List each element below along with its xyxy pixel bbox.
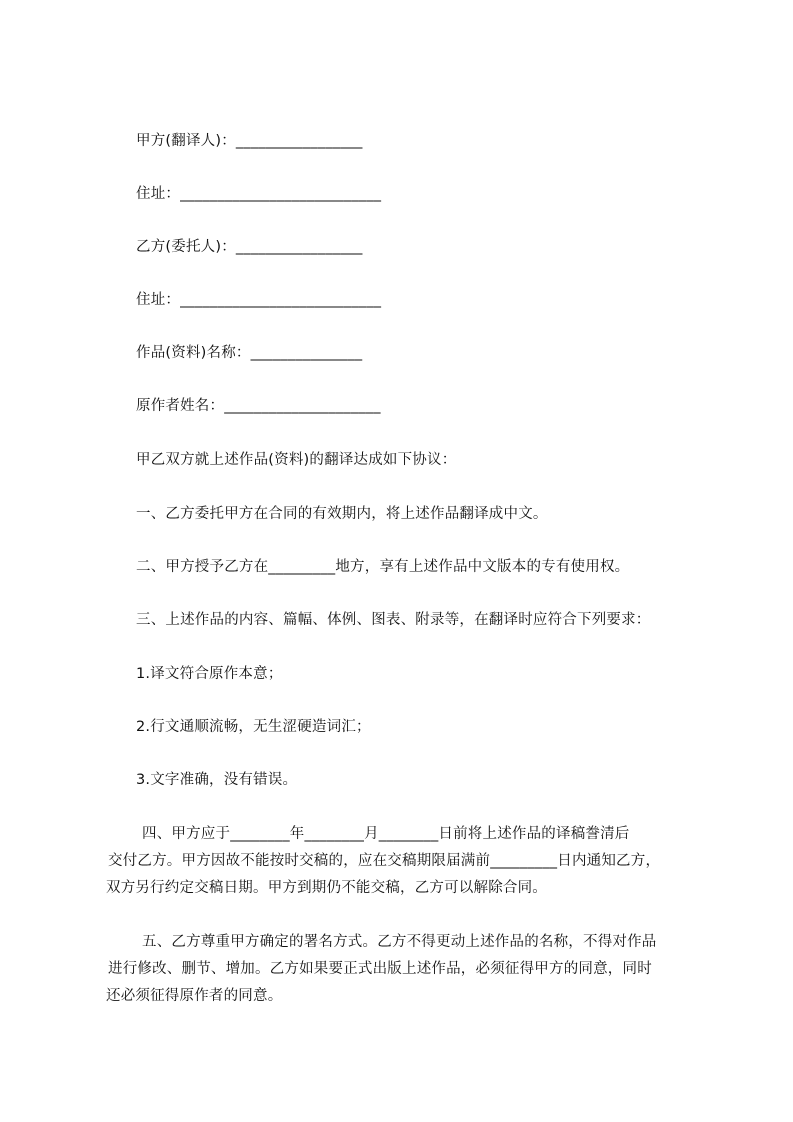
original-author-line: 原作者姓名：_____________________ [136,398,381,414]
clause-5-line-2: 进行修改、删节、增加。乙方如果要正式出版上述作品，必须征得甲方的同意，同时 [108,961,652,977]
requirement-2: 2.行文通顺流畅，无生涩硬造词汇； [136,719,371,735]
clause-3: 三、上述作品的内容、篇幅、体例、图表、附录等，在翻译时应符合下列要求： [136,612,651,628]
requirement-3: 3.文字准确，没有错误。 [136,772,298,788]
clause-5-line-3: 还必须征得原作者的同意。 [106,988,283,1004]
party-a-line: 甲方(翻译人)：_________________ [136,133,363,149]
party-a-address-line: 住址：___________________________ [136,186,382,202]
clause-2: 二、甲方授予乙方在_________地方，享有上述作品中文版本的专有使用权。 [136,559,630,575]
clause-4-line-3: 双方另行约定交稿日期。甲方到期仍不能交稿，乙方可以解除合同。 [106,880,547,896]
agreement-intro: 甲乙双方就上述作品(资料)的翻译达成如下协议： [136,452,457,468]
clause-4-line-1: 四、甲方应于________年________月________日前将上述作品的译稿誊清后 [142,826,630,842]
clause-4-line-2: 交付乙方。甲方因故不能按时交稿的，应在交稿期限届满前_________日内通知乙方， [108,853,661,869]
requirement-1: 1.译文符合原作本意； [136,666,283,682]
work-name-line: 作品(资料)名称：_______________ [136,345,363,361]
party-b-line: 乙方(委托人)：_________________ [136,239,363,255]
clause-1: 一、乙方委托甲方在合同的有效期内，将上述作品翻译成中文。 [136,506,548,522]
party-b-address-line: 住址：___________________________ [136,292,382,308]
clause-5-line-1: 五、乙方尊重甲方确定的署名方式。乙方不得更动上述作品的名称，不得对作品 [142,934,657,950]
